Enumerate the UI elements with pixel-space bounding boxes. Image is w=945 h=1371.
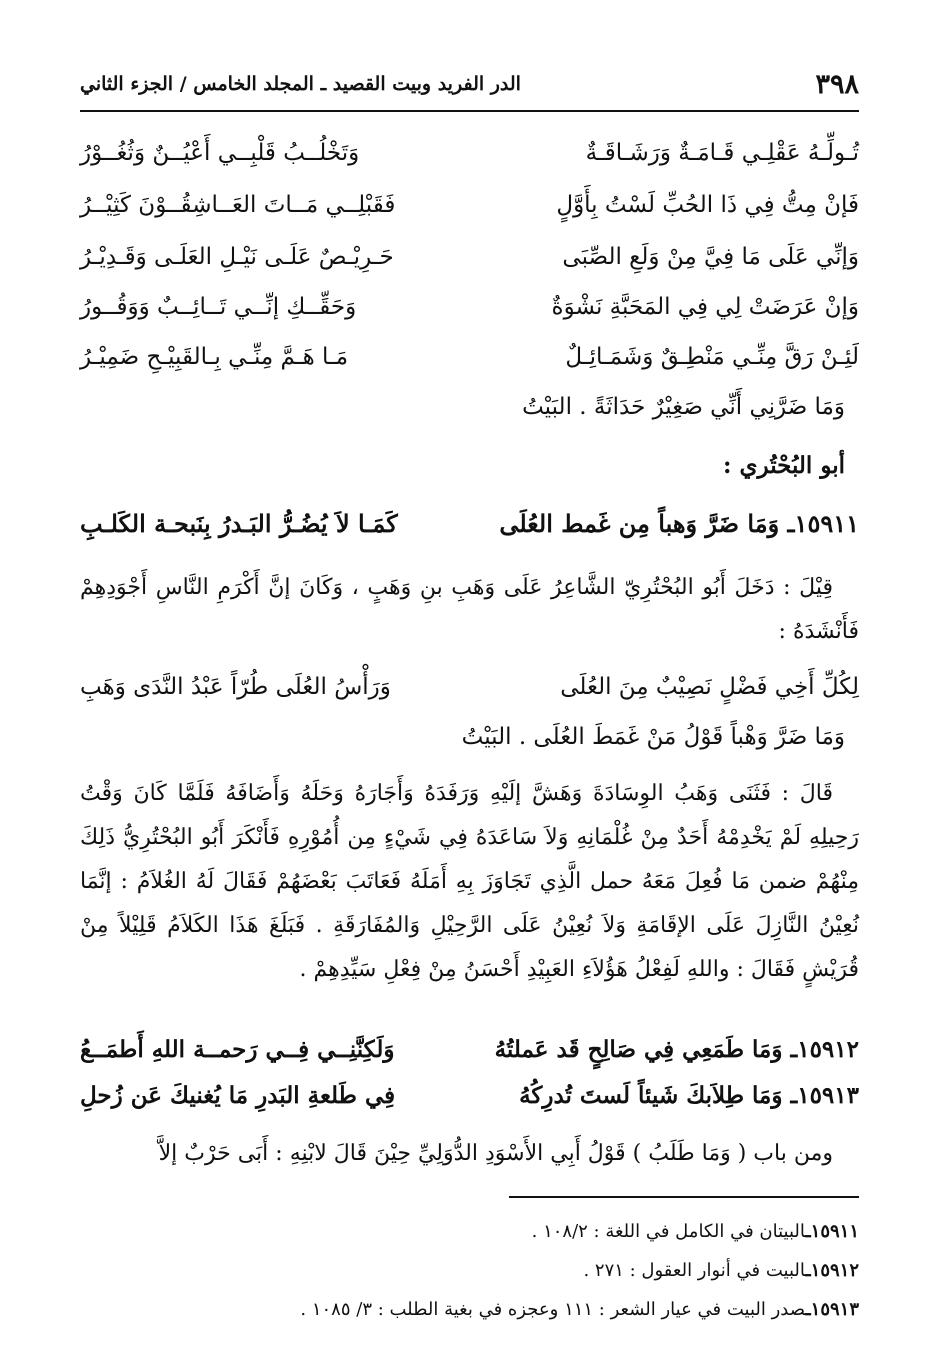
verse-second-hemistich: مَـا هَـمَّ مِنِّـي بِـالقَبِيْـحِ ضَمِيْـرُ xyxy=(80,344,349,370)
page-header xyxy=(80,58,859,112)
verse-line xyxy=(80,282,859,332)
poet-heading: أبو البُحْتُري : xyxy=(723,452,845,479)
quoted-verse xyxy=(80,662,859,712)
verse-second-hemistich: كَمَـا لاَ يُضُـرُّ البَـدرُ بِنَبحـة الكَلـبِ xyxy=(80,508,398,538)
footnote-number: ١٥٩١٣ـ xyxy=(805,1299,859,1320)
verse-first-hemistich: تُـولِّـهُ عَقْلِـي قَـامَـةٌ وَرَشَـاقَـةٌ xyxy=(585,140,859,166)
verse-second-hemistich: وَتَخْلُــبُ قَلْبِــي أَعْيُــنٌ وَثُغُــوْرُ xyxy=(80,140,360,166)
footnote xyxy=(80,1251,859,1290)
verse-first-hemistich: لَئِـنْ رَقَّ مِنِّـي مَنْطِـقٌ وَشَمَـائِـلٌ xyxy=(565,344,859,370)
footnote-number: ١٥٩١٢ـ xyxy=(805,1260,859,1281)
verse-first-hemistich: وَإنِّي عَلَى مَا فِيَّ مِنْ وَلَعِ الصِّبَى xyxy=(562,244,859,270)
verse-line xyxy=(80,232,859,282)
footnote-text: صدر البيت في عيار الشعر : ١١١ وعجزه في بغية الطلب : ٣/ ١٠٨٥ . xyxy=(300,1299,806,1320)
verse-first-hemistich: ١٥٩١١ـ وَمَا ضَرَّ وَهباً مِن غَمط العُلَى xyxy=(499,508,859,538)
verse-second-hemistich: وَرَأْسُ العُلَى طُرّاً عَبْدُ النَّدَى وَهَبِ xyxy=(80,674,391,700)
prose-text: ومن باب ( وَمَا طَلَبُ ) قَوْلُ أَبِي الأَسْوَدِ الدُّوَلِيِّ حِيْنَ قَالَ لابْنِهِ : أَبَى حَرْبٌ إلاَّ xyxy=(158,1141,833,1166)
running-title: الدر الفريد وبيت القصيد ـ المجلد الخامس / الجزء الثاني xyxy=(80,73,521,95)
prose-text: قَالَ : فَثَنَى وَهَبُ الوِسَادَةَ وَهَشَّ إلَيْهِ وَرَفَدَهُ وَأَجَارَهُ وَحَلَهُ وَأَضَافَهُ فَلَمَّا كَانَ وَقْتُ رَحِيلِهِ لَمْ يَخْدِمْهُ أَحَدٌ مِنْ غُلْمَانِهِ وَلاَ سَاعَدَهُ فِي شَيْءٍ مِن أُمُوْرِهِ فَأَنْكَرَ أَبُو البُحْتُرِيُّ ذَلِكَ مِنْهُمْ ضمن مَا فُعِلَ مَعَهُ حمل الَّذِي تَجَاوَزَ بِهِ أَمَلَهُ فَعَاتَبَ بَعْضَهُمْ فَقَالَ لَهُ الغُلاَمُ : إنَّمَا نُعِيْنُ النَّازِلَ عَلَى الإقَامَةِ وَلاَ نُعِيْنُ عَلَى الرَّحِيْلِ وَالمُفَارَقَةِ . فَبَلَغَ هَذَا الكَلاَمُ قَلِيْلاً مِنْ قُرَيْشٍ فَقَالَ : واللهِ لَفِعْلُ هَؤُلاَءِ العَبِيْدِ أَحْسَنُ مِنْ فِعْلِ سَيِّدِهِمْ . xyxy=(80,781,859,982)
footnote xyxy=(80,1212,859,1251)
footnote-number: ١٥٩١١ـ xyxy=(805,1221,859,1242)
verse-first-hemistich: ١٥٩١٢ـ وَمَا طَمَعِي فِي صَالِحٍ قَد عَملتُهُ xyxy=(494,1035,859,1063)
cited-verse-line: وَمَا ضَرَّنِي أَنِّي صَغِيْرٌ حَدَاثَةً . البَيْتُ xyxy=(522,394,845,420)
footnotes xyxy=(80,1212,859,1329)
verse-first-hemistich: ١٥٩١٣ـ وَمَا طِلاَبكَ شَيئاً لَستَ تُدرِكُهُ xyxy=(519,1081,859,1109)
verse-line xyxy=(80,332,859,382)
verse-first-hemistich: فَإنْ مِتُّ فِي ذَا الحُبِّ لَسْتُ بِأَوَّلٍ xyxy=(556,192,859,218)
footnote-text: البيت في أنوار العقول : ٢٧١ . xyxy=(583,1260,806,1281)
verse-second-hemistich: وَحَقِّــكِ إنِّــي تَــائِــبٌ وَوَقُــورُ xyxy=(80,294,357,320)
verse-second-hemistich: حَـرِيْـصٌ عَلَـى نَيْـلِ العَلَـى وَقَـدِيْـرُ xyxy=(80,244,394,270)
prose-paragraph xyxy=(80,772,859,992)
verse-15911 xyxy=(80,498,859,548)
page-number: ٣٩٨ xyxy=(815,68,859,100)
verse-15913 xyxy=(80,1070,859,1120)
footnote xyxy=(80,1290,859,1329)
verse-first-hemistich: لِكُلِّ أَخِي فَضْلٍ نَصِيْبٌ مِنَ العُلَى xyxy=(560,674,859,700)
cited-verse-line: وَمَا ضَرَّ وَهْباً قَوْلُ مَنْ غَمَطَ العُلَى . البَيْتُ xyxy=(461,724,845,750)
verse-second-hemistich: وَلَكِنَّنِــي فِــي رَحمــة اللهِ أَطمَــعُ xyxy=(80,1035,395,1063)
verse-second-hemistich: فِي طَلعةِ البَدرِ مَا يُغنيكَ عَن زُحلِ xyxy=(80,1081,396,1109)
prose-text: قِيْلَ : دَخَلَ أَبُو البُحْتُرِيّ الشَّاعِرُ عَلَى وَهَبِ بنِ وَهَبٍ ، وَكَانَ إنَّ أَكْرَمِ النَّاسِ أَجْوَدِهِمْ فَأَنْشَدَهُ : xyxy=(80,575,859,644)
footnote-text: البيتان في الكامل في اللغة : ١٠٨/٢ . xyxy=(531,1221,806,1242)
prose-paragraph xyxy=(80,1132,859,1176)
verse-line xyxy=(80,180,859,230)
verse-15912 xyxy=(80,1024,859,1074)
verse-first-hemistich: وَإنْ عَرَضَتْ لِي فِي المَحَبَّةِ نَشْوَةٌ xyxy=(551,294,859,320)
prose-paragraph xyxy=(80,566,859,654)
verse-second-hemistich: فَقَبْلِــي مَــاتَ العَــاشِقُــوْنَ كَثِيْــرُ xyxy=(80,192,396,218)
verse-line xyxy=(80,128,859,178)
